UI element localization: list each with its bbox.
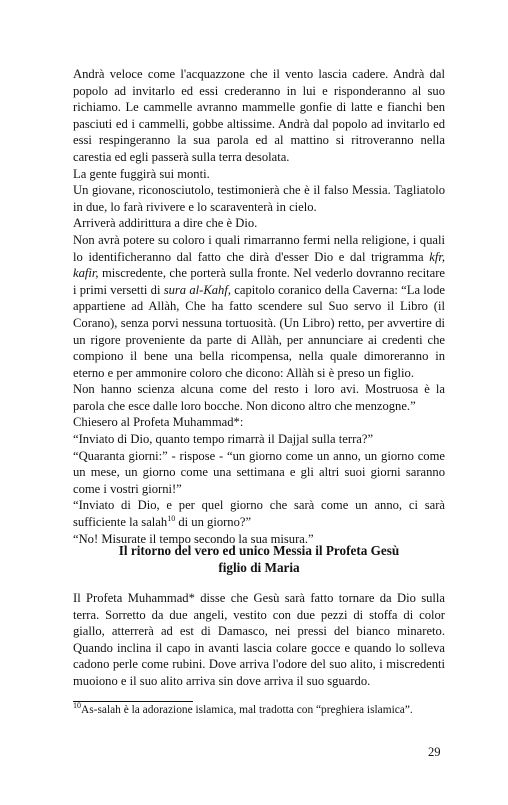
paragraph: Il Profeta Muhammad* disse che Gesù sarà fatto tornare da Dio sulla terra. Sorretto da due angeli, vestito con due pezzi di stoffa di color giallo, atterrerà ad est di Damasco, nei pressi del bianco minareto. Quando inclina il capo in avanti lascia colare gocce e quando lo solleva cadono perle come rubini. Dove arriva l'odore del suo alito, i miscredenti muoiono e il suo alito arriva sin dove arriva il suo sguardo. <box>73 591 445 688</box>
footnote-ref: 10 <box>167 513 176 523</box>
heading-line: figlio di Maria <box>218 560 300 575</box>
footnote-divider <box>73 701 193 702</box>
page-number: 29 <box>428 745 441 759</box>
footnote-number: 10 <box>73 701 81 711</box>
section-heading <box>73 542 445 576</box>
text-run: di un giorno?” <box>175 515 252 530</box>
footnote-text: As-salah è la adorazione islamica, mal tradotta con “preghiera islamica”. <box>81 704 413 716</box>
paragraph: Chiesero al Profeta Muhammad*: <box>73 415 244 430</box>
text-run: “Inviato di Dio, e per quel giorno che sarà come un anno, ci sarà sufficiente la salah <box>73 498 445 530</box>
text-run: Non avrà potere su coloro i quali rimarranno fermi nella religione, i quali lo identificheranno dal fatto che dirà d'esser Dio e dal trigramma <box>73 232 445 264</box>
paragraph: Non hanno scienza alcuna come del resto i loro avi. Mostruosa è la parola che esce dalle loro bocche. Non dicono altro che menzogne.” <box>73 382 445 413</box>
paragraph: Arriverà addirittura a dire che è Dio. <box>73 216 258 231</box>
section-text <box>73 590 445 690</box>
paragraph <box>73 232 445 381</box>
footnote <box>73 703 445 717</box>
paragraph: “Inviato di Dio, quanto tempo rimarrà il Dajjal sulla terra?” <box>73 432 374 447</box>
text-run: capitolo coranico della Caverna: “La lode appartiene ad Allàh, Che ha fatto scendere sul Suo servo il Libro (il Corano), senza porvi nessuna tortuosità. (Un Libro) retto, per avvertire di un rigore proveniente da parte di Allàh, per annunciare ai credenti che compiono il bene una bella ricompensa, nella quale dimoreranno in eterno e per ammonire coloro che dicono: Allàh si è preso un figlio. <box>73 282 445 380</box>
paragraph: “No! Misurate il tempo secondo la sua misura.” <box>73 531 314 546</box>
text-run: miscredente, che porterà sulla fronte. Nel vederlo dovranno recitare i primi versetti di <box>73 266 445 297</box>
paragraph: Un giovane, riconosciutolo, testimonierà che è il falso Messia. Tagliatolo in due, lo farà rivivere e lo scaraventerà in cielo. <box>73 183 445 214</box>
italic-term: sura al-Kahf, <box>163 282 231 297</box>
main-text <box>73 66 445 547</box>
italic-term: kfr, kafir, <box>73 249 445 281</box>
paragraph: “Quaranta giorni:” - rispose - “un giorno come un anno, un giorno come un mese, un giorno come una settimana e gli altri suoi giorni saranno come i vostri giorni!” <box>73 448 445 496</box>
heading-line: Il ritorno del vero ed unico Messia il Profeta Gesù <box>118 543 400 558</box>
paragraph: La gente fuggirà sui monti. <box>73 166 210 181</box>
paragraph: Andrà veloce come l'acquazzone che il vento lascia cadere. Andrà dal popolo ad invitarlo ed essi crederanno in lui e risponderanno al suo richiamo. Le cammelle avranno mammelle gonfie di latte e fianchi ben pasciuti ed i cammelli, gobbe altissime. Andrà dal popolo ad invitarlo ed essi respingeranno la sua parola ed al mattino si ritroveranno nella carestia ed egli passerà sulla terra desolata. <box>73 67 445 164</box>
paragraph <box>73 497 445 530</box>
